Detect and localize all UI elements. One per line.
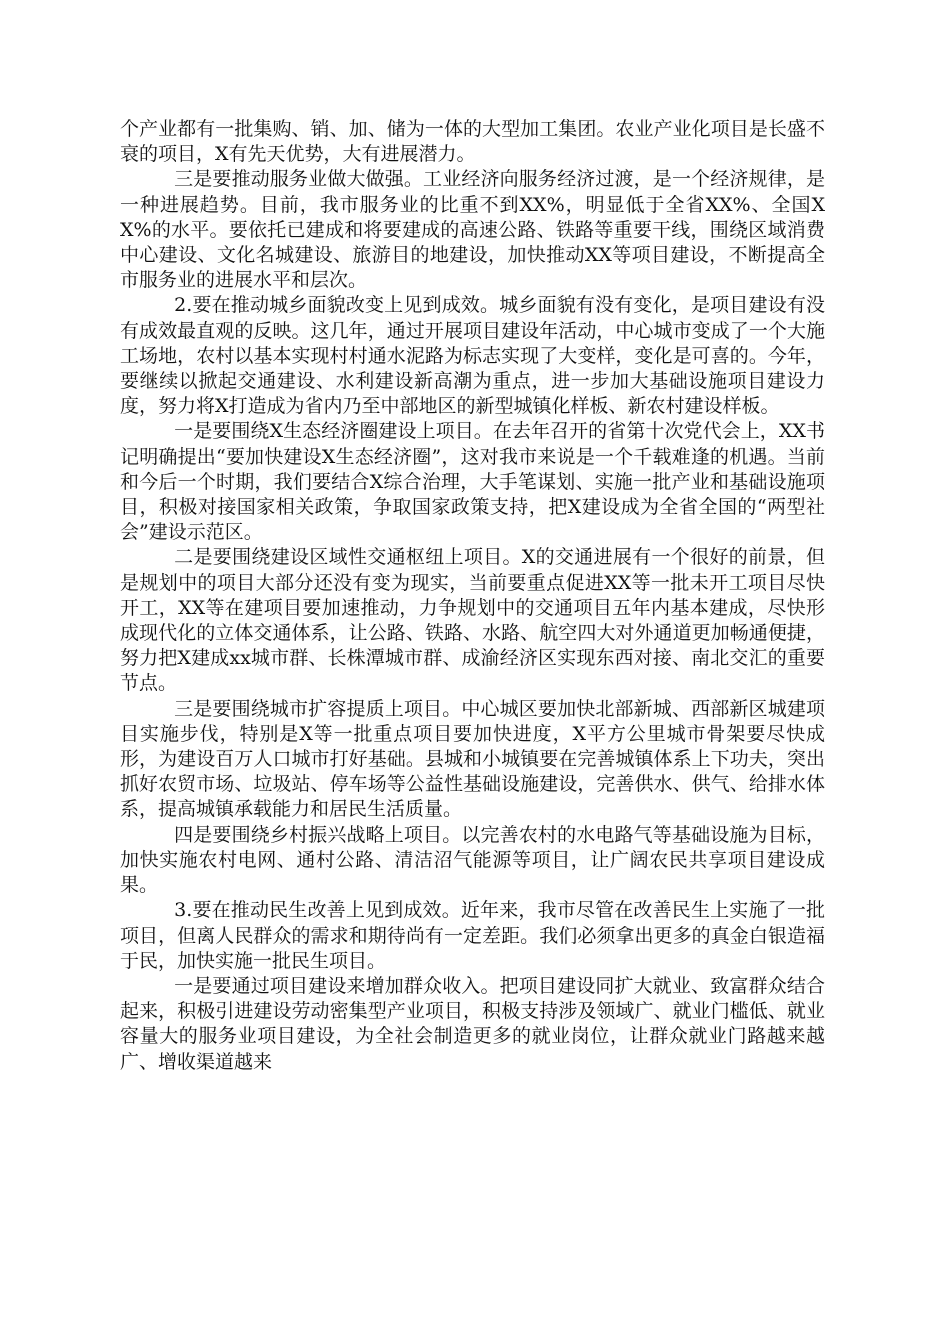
paragraph-1: 个产业都有一批集购、销、加、储为一体的大型加工集团。农业产业化项目是长盛不衰的项目，X有先天优势，大有进展潜力。: [120, 118, 825, 166]
paragraph-6: 三是要围绕城市扩容提质上项目。中心城区要加快北部新城、西部新区城建项目实施步伐，特别是X等一批重点项目要加快进度，X平方公里城市骨架要尽快成形，为建设百万人口城市打好基础。县城和小城镇要在完善城镇体系上下功夫，突出抓好农贸市场、垃圾站、停车场等公益性基础设施建设，完善供水、供气、给排水体系，提高城镇承载能力和居民生活质量。: [120, 697, 825, 821]
paragraph-4: 一是要围绕X生态经济圈建设上项目。在去年召开的省第十次党代会上，XX书记明确提出“要加快建设X生态经济圈”，这对我市来说是一个千载难逢的机遇。当前和今后一个时期，我们要结合X综合治理，大手笔谋划、实施一批产业和基础设施项目，积极对接国家相关政策，争取国家政策支持，把X建设成为全省全国的“两型社会”建设示范区。: [120, 420, 825, 544]
paragraph-2: 三是要推动服务业做大做强。工业经济向服务经济过渡，是一个经济规律，是一种进展趋势。目前，我市服务业的比重不到XX%，明显低于全省XX%、全国XX%的水平。要依托已建成和将要建成的高速公路、铁路等重要干线，围绕区域消费中心建设、文化名城建设、旅游目的地建设，加快推动XX等项目建设，不断提高全市服务业的进展水平和层次。: [120, 168, 825, 292]
paragraph-7: 四是要围绕乡村振兴战略上项目。以完善农村的水电路气等基础设施为目标，加快实施农村电网、通村公路、清洁沼气能源等项目，让广阔农民共享项目建设成果。: [120, 823, 825, 897]
paragraph-3: 2.要在推动城乡面貌改变上见到成效。城乡面貌有没有变化，是项目建设有没有成效最直观的反映。这几年，通过开展项目建设年活动，中心城市变成了一个大施工场地，农村以基本实现村村通水泥路为标志实现了大变样，变化是可喜的。今年，要继续以掀起交通建设、水利建设新高潮为重点，进一步加大基础设施项目建设力度，努力将X打造成为省内乃至中部地区的新型城镇化样板、新农村建设样板。: [120, 294, 825, 418]
paragraph-8: 3.要在推动民生改善上见到成效。近年来，我市尽管在改善民生上实施了一批项目，但离人民群众的需求和期待尚有一定差距。我们必须拿出更多的真金白银造福于民，加快实施一批民生项目。: [120, 899, 825, 972]
paragraph-9: 一是要通过项目建设来增加群众收入。把项目建设同扩大就业、致富群众结合起来，积极引进建设劳动密集型产业项目，积极支持涉及领域广、就业门槛低、就业容量大的服务业项目建设，为全社会制造更多的就业岗位，让群众就业门路越来越广、增收渠道越来: [120, 974, 825, 1073]
document-page: [120, 117, 825, 1277]
paragraph-5: 二是要围绕建设区域性交通枢纽上项目。X的交通进展有一个很好的前景，但是规划中的项目大部分还没有变为现实，当前要重点促进XX等一批未开工项目尽快开工，XX等在建项目要加速推动，力争规划中的交通项目五年内基本建成，尽快形成现代化的立体交通体系，让公路、铁路、水路、航空四大对外通道更加畅通便捷，努力把X建成xx城市群、长株潭城市群、成渝经济区实现东西对接、南北交汇的重要节点。: [120, 546, 825, 695]
